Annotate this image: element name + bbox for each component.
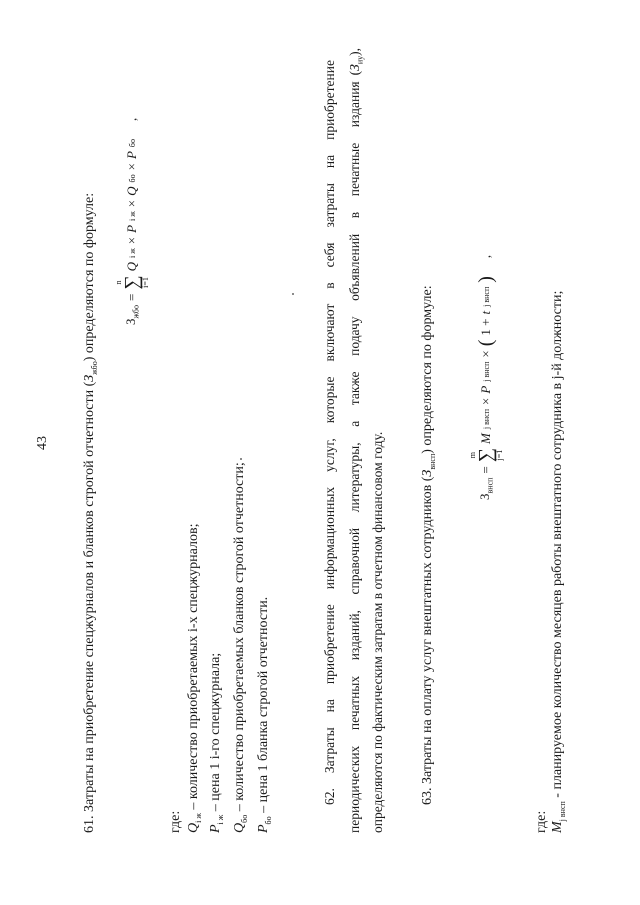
section-62-line-3: определяются по фактическим затратам в отчетном финансовом году. bbox=[370, 431, 385, 833]
formula-63: $З_{внсп}$ = m ∑ j=1 M j внсп × P j внсп × ( 1 + t j внсп ) , bbox=[468, 254, 504, 500]
section-62-line-1: 62. Затраты на приобретение информационных услуг, которые включают в себя затраты на приобретение bbox=[322, 60, 337, 805]
definition-61-0: $Q_{i ж}$ – количество приобретаемых i-х спецжурналов; bbox=[186, 523, 203, 833]
where-label-63: где: bbox=[534, 810, 549, 833]
where-label-61: где: bbox=[168, 810, 183, 833]
section-62-line-2: периодических печатных изданий, справочной литературы, а также подачу объявлений в печатные издания $(З_{иу})$, bbox=[347, 48, 365, 833]
definition-61-1: $P_{i ж}$ – цена 1 i-го спецжурнала; bbox=[208, 652, 225, 833]
section-63-title: 63. Затраты на оплату услуг внештатных сотрудников $(З_{внсп})$ определяются по формуле: bbox=[420, 285, 437, 805]
definition-61-2: $Q_{бо}$ – количество приобретаемых бланков строгой отчетности; bbox=[232, 462, 249, 833]
definition-61-3: $P_{бо}$ – цена 1 бланка строгой отчетности. bbox=[256, 596, 273, 833]
page-number: 43 bbox=[35, 436, 50, 450]
sum-symbol: n ∑ i=1 bbox=[114, 275, 150, 290]
sum-symbol: m ∑ j=1 bbox=[468, 447, 504, 463]
scan-speck bbox=[292, 293, 294, 295]
formula-61: $З_{жбо}$ = n ∑ i=1 Q i ж × P i ж × Q бо × P бо , bbox=[114, 117, 150, 325]
definition-63-0: $M_{j внсп}$ - планируемое количество месяцев работы внештатного сотрудника в j-й должности; bbox=[550, 290, 567, 833]
section-61-title: 61. Затраты на приобретение спецжурналов и бланков строгой отчетности $(З_{жбо})$ определяются по формуле: bbox=[82, 192, 99, 833]
scan-speck bbox=[240, 458, 242, 460]
